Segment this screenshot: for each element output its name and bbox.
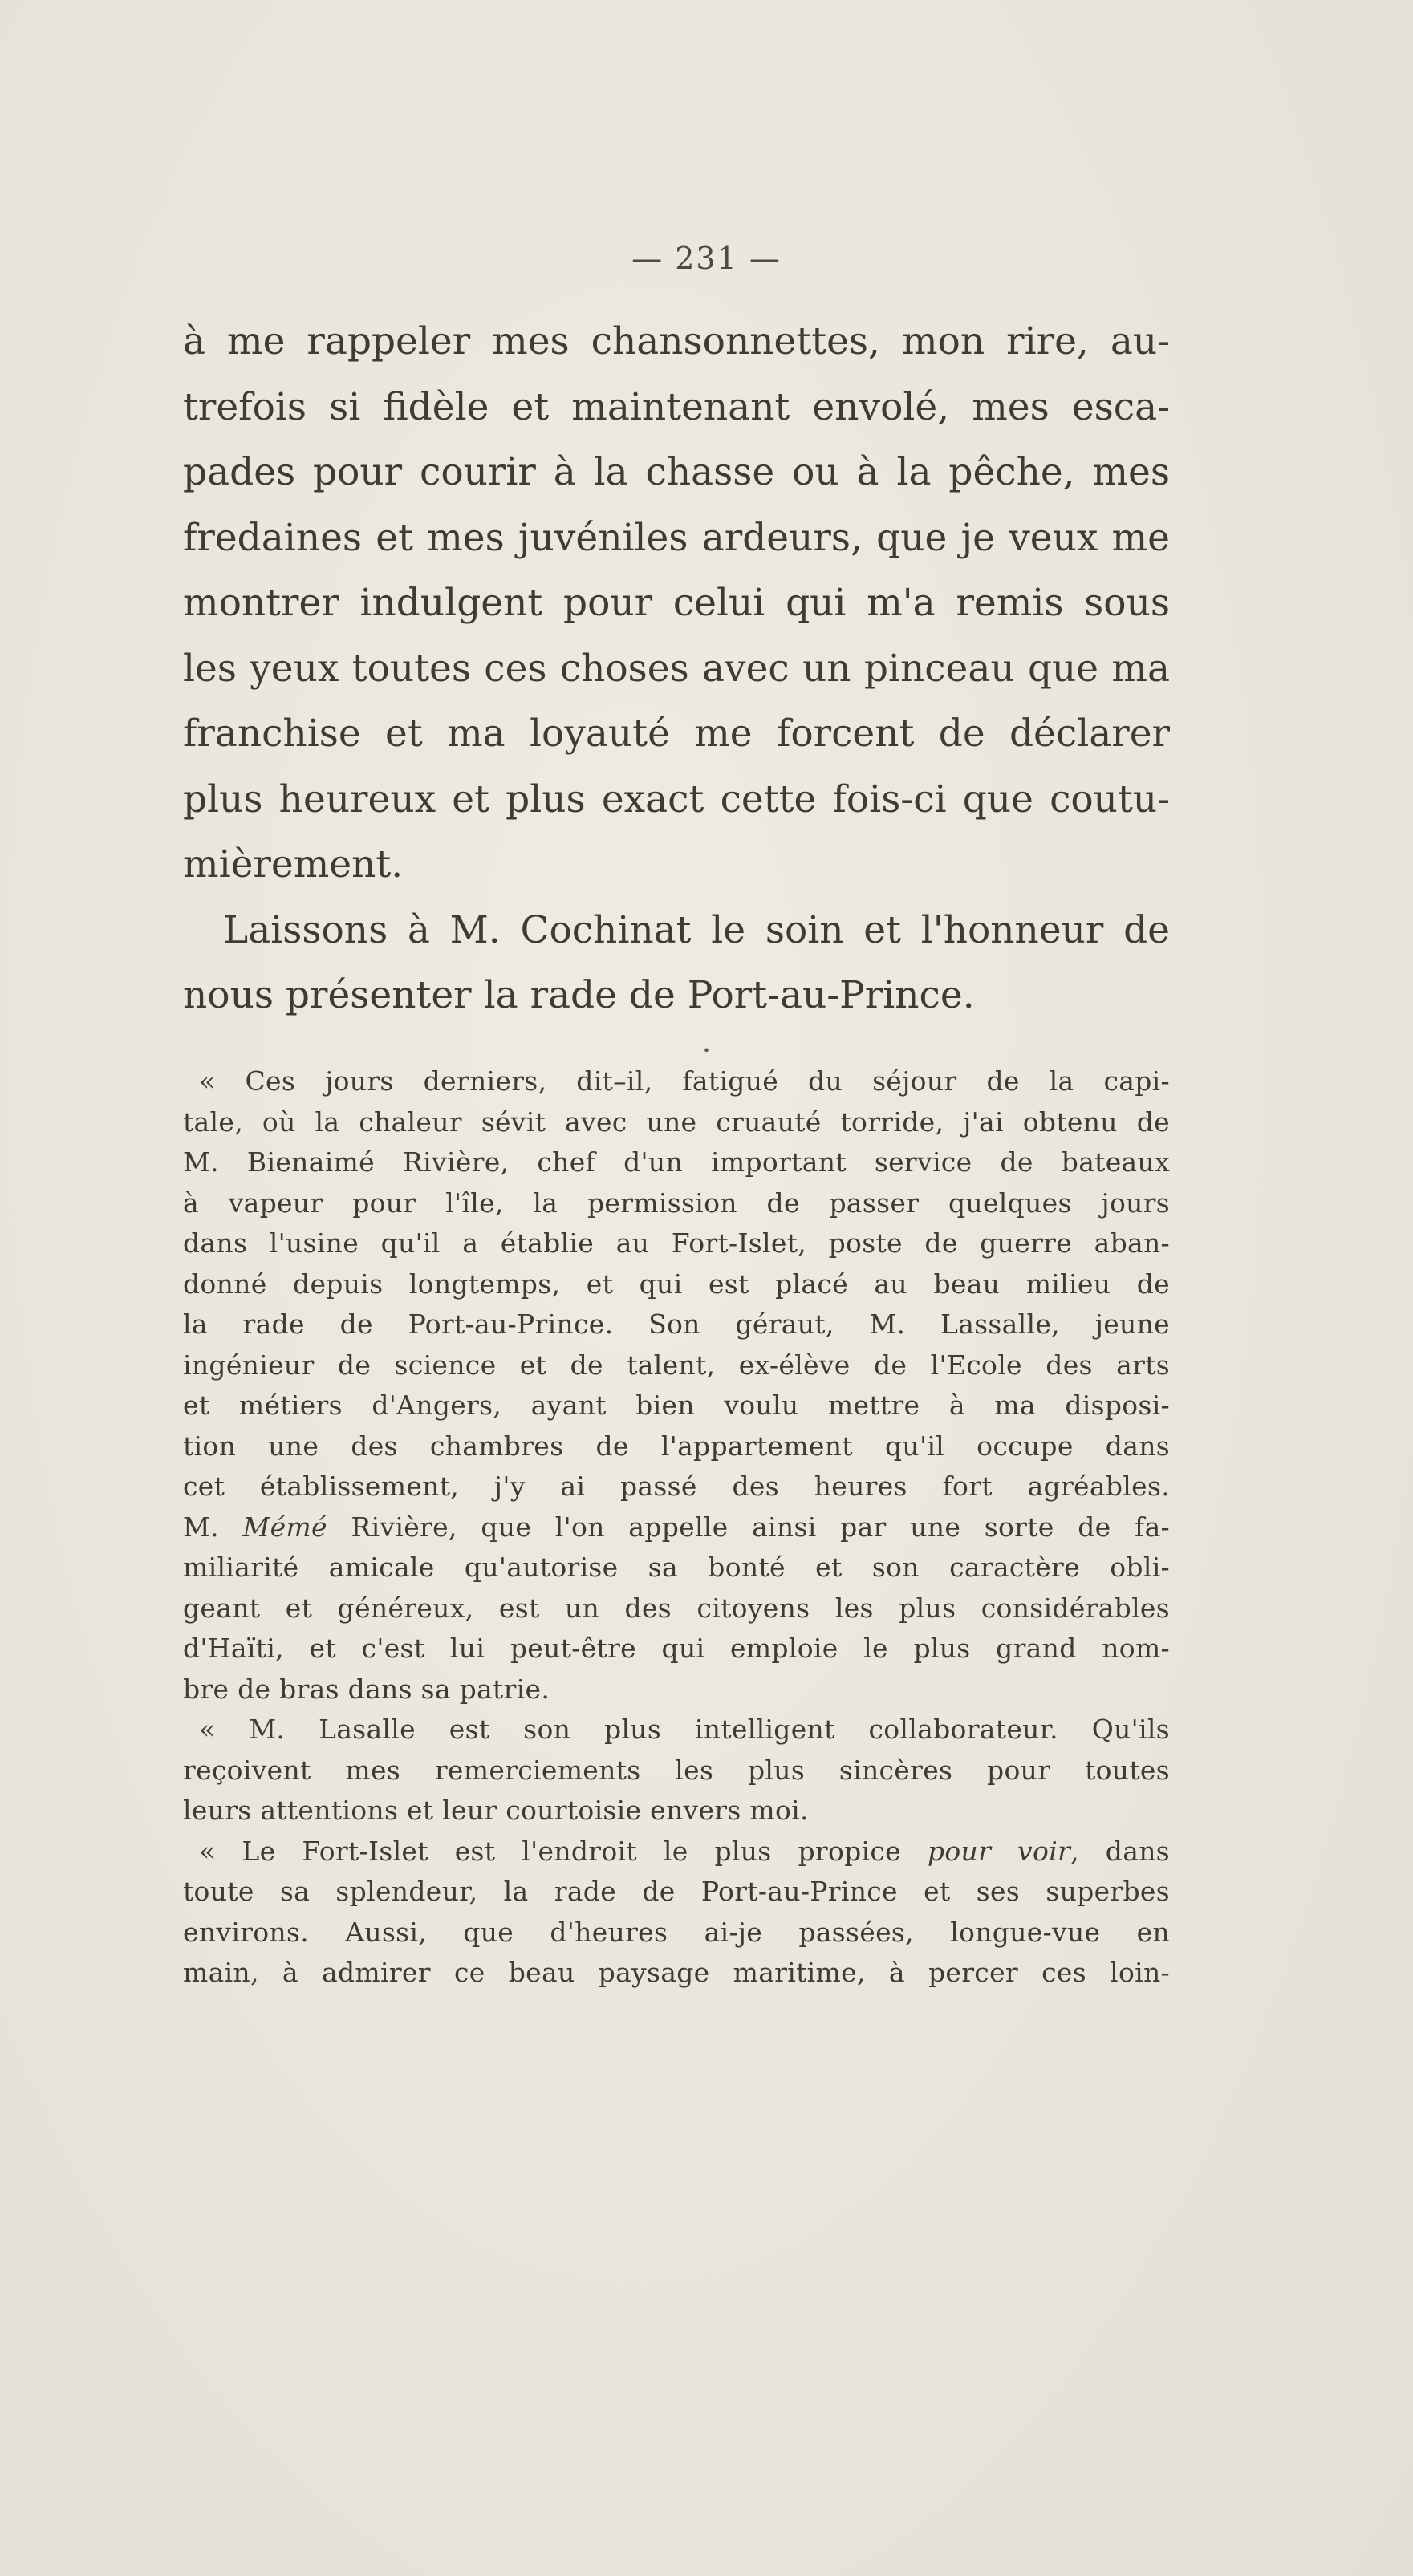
quote-line: tion une des chambres de l'appartement qu'il occupe dans — [183, 1430, 1170, 1462]
quote-line: leurs attentions et leur courtoisie envers moi. — [183, 1795, 809, 1826]
quote-line: donné depuis longtemps, et qui est placé au beau milieu de — [183, 1268, 1170, 1300]
quote-line: main, à admirer ce beau paysage maritime, à percer ces loin- — [183, 1957, 1170, 1988]
quote-line — [183, 1832, 1170, 1872]
italic-name: Mémé — [242, 1511, 327, 1543]
page-number: — 231 — — [631, 241, 782, 276]
quote-line: geant et généreux, est un des citoyens les plus considérables — [183, 1592, 1170, 1624]
text-line: pades pour courir à la chasse ou à la pêche, mes — [183, 450, 1170, 494]
quote-line: et métiers d'Angers, ayant bien voulu mettre à ma disposi- — [183, 1389, 1170, 1421]
text-line: fredaines et mes juvéniles ardeurs, que je veux me — [183, 515, 1170, 560]
text-line: à me rappeler mes chansonnettes, mon rire, au- — [183, 319, 1170, 363]
quote-line: dans l'usine qu'il a établie au Fort-Islet, poste de guerre aban- — [183, 1227, 1170, 1259]
quote-line: « M. Lasalle est son plus intelligent collaborateur. Qu'ils — [199, 1714, 1170, 1745]
main-text — [183, 309, 1170, 1028]
text-line: montrer indulgent pour celui qui m'a remis sous — [183, 581, 1170, 625]
text-line: les yeux toutes ces choses avec un pinceau que ma — [183, 646, 1170, 691]
quote-text: Rivière, que l'on appelle ainsi par une sorte de fa- — [327, 1511, 1171, 1543]
quote-line: tale, où la chaleur sévit avec une cruauté torride, j'ai obtenu de — [183, 1105, 1170, 1138]
quote-line: toute sa splendeur, la rade de Port-au-Prince et ses superbes — [183, 1876, 1170, 1907]
italic-phrase: pour voir — [927, 1835, 1071, 1867]
text-line: nous présenter la rade de Port-au-Prince. — [183, 973, 975, 1017]
quote-text: « Le Fort-Islet est l'endroit le plus propice — [199, 1835, 928, 1867]
quote-line: « Ces jours derniers, dit–il, fatigué du séjour de la capi- — [199, 1065, 1170, 1097]
text-line: franchise et ma loyauté me forcent de déclarer — [183, 712, 1170, 756]
quoted-text — [183, 1061, 1170, 1994]
quote-line: à vapeur pour l'île, la permission de passer quelques jours — [183, 1187, 1170, 1219]
quote-line: reçoivent mes remerciements les plus sincères pour toutes — [183, 1754, 1170, 1786]
text-line: trefois si fidèle et maintenant envolé, mes esca- — [183, 384, 1170, 429]
quote-line: environs. Aussi, que d'heures ai-je passées, longue-vue en — [183, 1916, 1170, 1948]
quote-line: bre de bras dans sa patrie. — [183, 1673, 550, 1705]
text-line: Laissons à M. Cochinat le soin et l'honneur de — [223, 907, 1170, 952]
quote-line: d'Haïti, et c'est lui peut-être qui emploie le plus grand nom- — [183, 1633, 1170, 1664]
quote-line: miliarité amicale qu'autorise sa bonté et son caractère obli- — [183, 1552, 1170, 1583]
quote-line: M. Bienaimé Rivière, chef d'un important service de bateaux — [183, 1146, 1170, 1178]
quote-text: , dans — [1070, 1835, 1170, 1867]
quote-line: la rade de Port-au-Prince. Son géraut, M. Lassalle, jeune — [183, 1308, 1170, 1340]
text-line: plus heureux et plus exact cette fois-ci que coutu- — [183, 777, 1170, 821]
section-separator: • — [702, 1043, 711, 1058]
quote-line: cet établissement, j'y ai passé des heures fort agréables. — [183, 1471, 1170, 1502]
quote-line — [183, 1507, 1170, 1548]
quote-text: M. — [183, 1511, 243, 1543]
quote-line: ingénieur de science et de talent, ex-élève de l'Ecole des arts — [183, 1349, 1170, 1381]
text-line: mièrement. — [183, 842, 404, 886]
